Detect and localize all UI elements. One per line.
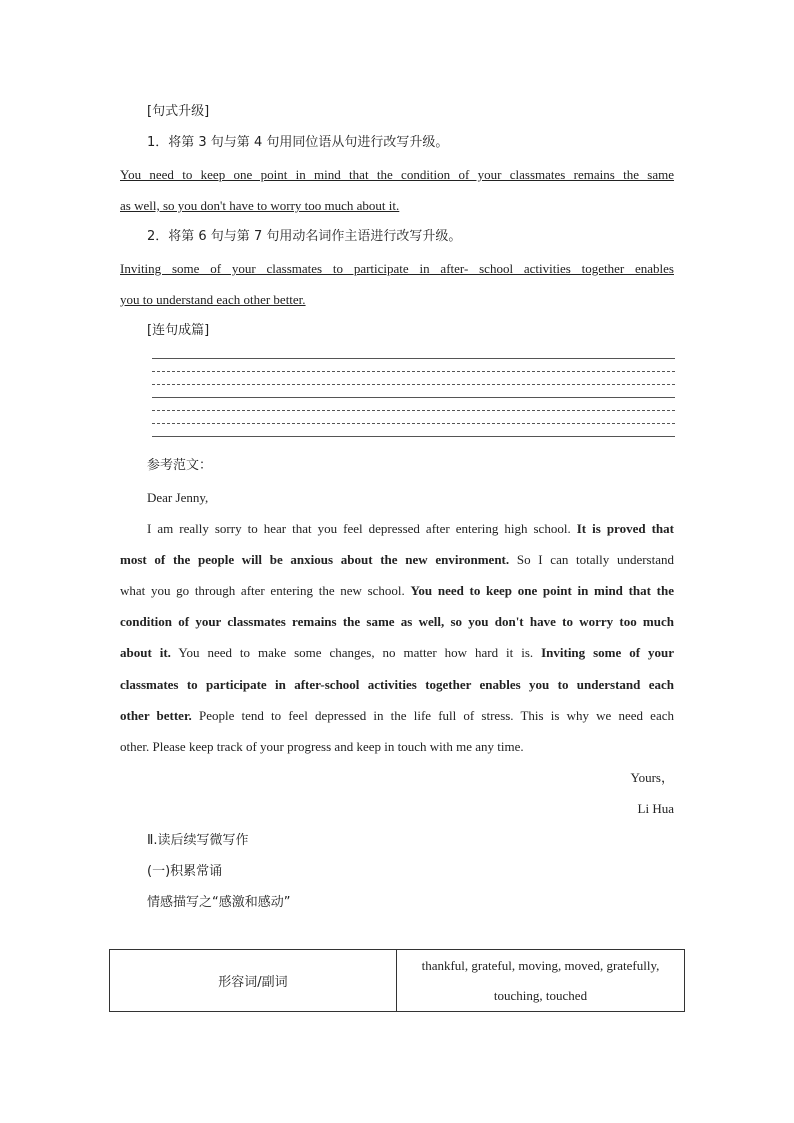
table-row (110, 950, 685, 1012)
writing-line (152, 358, 675, 359)
letter-closing: Yours， (630, 770, 674, 785)
table-label-cell: 形容词/副词 (110, 950, 397, 1012)
question-1: 1．将第 3 句与第 4 句用同位语从句进行改写升级。 (147, 135, 449, 150)
essay-line-5 (120, 645, 674, 661)
reference-essay-label: 参考范文： (147, 458, 213, 473)
letter-greeting: Dear Jenny, (147, 490, 209, 505)
section-2-title: Ⅱ.读后续写微写作 (147, 833, 249, 848)
essay-text: People tend to feel depressed in the life full of stress. This is why we need each (191, 708, 674, 723)
essay-text: I am really sorry to hear that you feel depressed after entering high school. (147, 521, 577, 536)
writing-line (152, 423, 675, 424)
writing-line (152, 397, 675, 398)
essay-line-2 (120, 552, 674, 568)
essay-line-8: other. Please keep track of your progress and keep in touch with me any time. (120, 739, 524, 754)
answer-2-text-1: Inviting some of your classmates to participate in after- school activities together enables (120, 261, 674, 276)
essay-line-3 (120, 583, 674, 599)
writing-line (152, 371, 675, 372)
answer-1-text-2: as well, so you don't have to worry too much about it. (120, 198, 400, 213)
essay-bold-text: most of the people will be anxious about the new environment. (120, 552, 510, 567)
section-heading-sentence-upgrade: [句式升级] (147, 104, 210, 119)
writing-line (152, 410, 675, 411)
subsection-title: (一)积累常诵 (147, 864, 223, 879)
essay-bold-text: other better. (120, 708, 192, 723)
topic-heading: 情感描写之“感激和感动” (147, 895, 291, 910)
answer-2-text-2: you to understand each other better. (120, 292, 306, 307)
answer-1-line-1 (120, 167, 674, 183)
answer-2-line-1 (120, 261, 674, 277)
answer-1-text-1: You need to keep one point in mind that the condition of your classmates remains the same (120, 167, 674, 182)
vocabulary-table (109, 949, 685, 1012)
essay-bold-text: Inviting some of your (541, 645, 675, 660)
letter-signature: Li Hua (637, 801, 674, 816)
answer-2-line-2 (120, 292, 674, 308)
table-words-line-1: thankful, grateful, moving, moved, gratefully, (421, 957, 660, 973)
table-words-line-2: touching, touched (493, 987, 588, 1003)
essay-line-7 (120, 708, 674, 724)
essay-line-4: condition of your classmates remains the same as well, so you don't have to worry too much (120, 614, 674, 629)
section-heading-link-sentences: [连句成篇] (147, 323, 210, 338)
essay-line-6: classmates to participate in after-school activities together enables you to understand each (120, 677, 674, 692)
answer-1-line-2 (120, 198, 674, 214)
essay-bold-text: about it. (120, 645, 171, 660)
essay-text: So I can totally understand (509, 552, 674, 567)
essay-text: what you go through after entering the new school. (120, 583, 411, 598)
table-words-cell (397, 950, 685, 1012)
essay-bold-text: You need to keep one point in mind that the (410, 583, 674, 598)
essay-bold-text: It is proved that (576, 521, 674, 536)
essay-text: You need to make some changes, no matter how hard it is. (170, 645, 542, 660)
question-2: 2．将第 6 句与第 7 句用动名词作主语进行改写升级。 (147, 229, 462, 244)
essay-line-1 (147, 521, 674, 537)
writing-line (152, 384, 675, 385)
writing-line (152, 436, 675, 437)
